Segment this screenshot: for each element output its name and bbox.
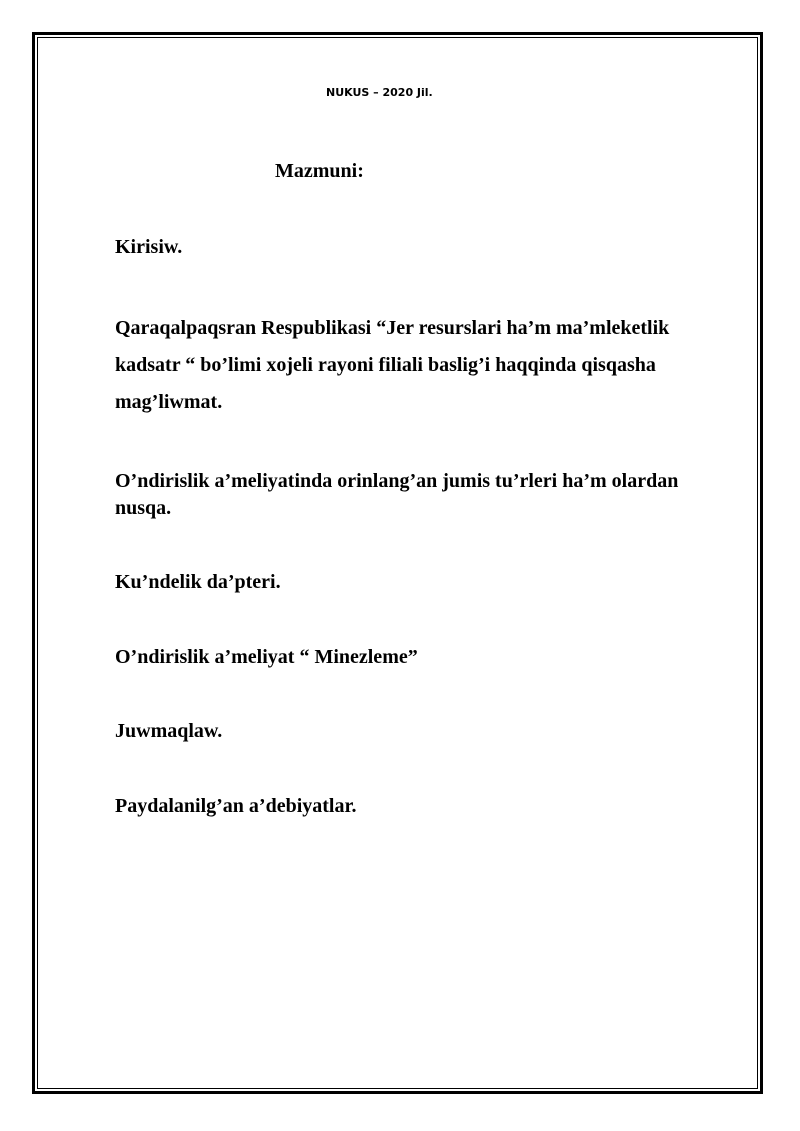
toc-item-work-types: O’ndirislik a’meliyatinda orinlang’an jumis tu’rleri ha’m olardan nusqa. bbox=[115, 470, 679, 519]
contents-title: Mazmuni: bbox=[275, 160, 364, 182]
toc-item-references: Paydalanilg’an a’debiyatlar. bbox=[115, 795, 357, 817]
toc-item-characteristic: O’ndirislik a’meliyat “ Minezleme” bbox=[115, 646, 418, 668]
location-year-header: NUKUS – 2020 Jil. bbox=[326, 86, 433, 99]
toc-item-introduction: Kirisiw. bbox=[115, 236, 183, 258]
toc-item-organization-info: Qaraqalpaqsran Respublikasi “Jer resurslari ha’m ma’mleketlik kadsatr “ bo’limi xojeli rayoni filiali baslig’i haqqinda qisqasha mag’liwmat. bbox=[115, 317, 670, 413]
toc-item-conclusion: Juwmaqlaw. bbox=[115, 720, 223, 742]
page-border-inner bbox=[37, 37, 758, 1089]
toc-item-diary: Ku’ndelik da’pteri. bbox=[115, 571, 281, 593]
